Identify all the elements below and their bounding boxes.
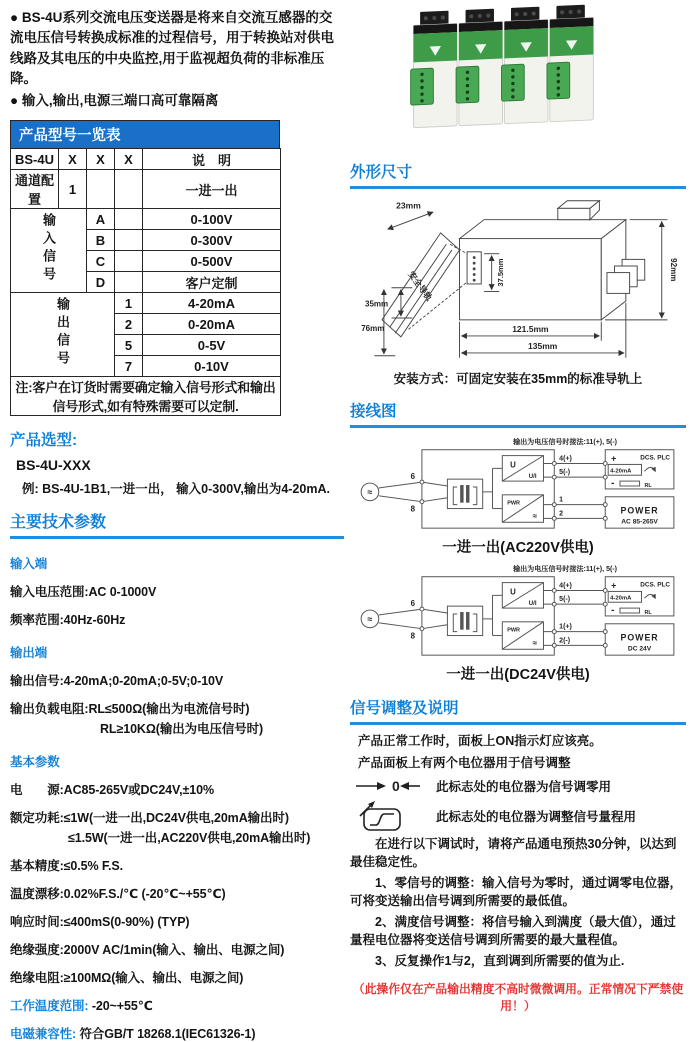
table-row: [11, 209, 281, 230]
dcs-minus: -: [611, 478, 615, 489]
dcs-minus: -: [611, 605, 615, 616]
adjust-heading: 信号调整及说明: [350, 700, 459, 717]
svg-text:0: 0: [392, 778, 400, 794]
intro-bullet-2: ● 输入,输出,电源三端口高可靠隔离: [10, 93, 219, 108]
adjust-p2: 产品面板上有两个电位器用于信号调整: [358, 755, 571, 770]
u-label: U: [510, 460, 516, 470]
out-plus-label: 4(+): [559, 455, 572, 463]
input-code: C: [87, 251, 115, 272]
spec-operating-temp: [10, 996, 344, 1014]
adjust-step2: 2、满度信号调整：将信号输入到满度（最大值），通过量程电位器将变送信号调到所需要的最大量程值。: [350, 915, 676, 947]
loop-label: 4-20mA: [610, 468, 632, 475]
wiring-rule: [350, 425, 686, 428]
adjust-step1: 1、零信号的调整：输入信号为零时，通过调零电位器，可将变送输出信号调到所需要的最低值。: [350, 876, 682, 908]
spec-output-signal: 输出信号:4-20mA;0-20mA;0-5V;0-10V: [10, 674, 224, 689]
terminal-6: 6: [410, 472, 416, 482]
rl-label: RL: [644, 482, 652, 489]
adjust-warning: （此操作仅在产品输出精度不高时微微调用。正常情况下严禁使用！）: [352, 981, 684, 1013]
spec-voltage-range: 输入电压范围:AC 0-1000V: [10, 585, 157, 600]
model-table-title: 产品型号一览表: [10, 120, 280, 148]
zero-adjust-icon: [356, 777, 420, 795]
col-x2: X: [87, 149, 115, 170]
col-model: BS-4U: [11, 149, 59, 170]
right-column: [350, 4, 686, 1014]
col-x3: X: [115, 149, 143, 170]
out-minus-label: 5(-): [559, 596, 571, 604]
spec-load-res-1: 输出负载电阻:RL≤500Ω(输出为电流信号时): [10, 702, 250, 717]
wiring-heading: 接线图: [350, 403, 397, 420]
zero-adjust-row: [350, 777, 686, 795]
input-desc: 客户定制: [143, 272, 281, 293]
mount-note: 安装方式：可固定安装在35mm的标准导轨上: [393, 372, 643, 386]
output-code: 7: [115, 356, 143, 377]
dim-121-5mm: 121.5mm: [512, 324, 549, 335]
spec-section-output: 输出端: [10, 646, 48, 661]
output-desc: 4-20mA: [143, 293, 281, 314]
table-note-row: [11, 377, 281, 416]
product-photo: [396, 6, 626, 148]
output-group-label: 输出信号: [11, 293, 115, 377]
spec-temp-drift: 温度漂移:0.02%F.S./℃ (-20℃~+55℃): [10, 887, 226, 902]
terminal-8: 8: [410, 504, 416, 514]
power-title: POWER: [620, 632, 659, 643]
voltage-note: 输出为电压信号时接法:11(+), 5(-): [513, 565, 618, 573]
spec-load-res-2: RL≥10KΩ(输出为电压信号时): [100, 722, 264, 737]
pwr-line2-label: 2(-): [559, 637, 571, 645]
power-title: POWER: [620, 505, 659, 516]
spec-operating-temp-label: 工作温度范围:: [10, 999, 89, 1014]
dimensions-heading: 外形尺寸: [350, 164, 413, 181]
power-sub: AC 85-265V: [621, 518, 658, 526]
ac-source-icon: ≈: [367, 613, 373, 624]
pwr-line2-label: 2: [559, 510, 564, 518]
power-sub: DC 24V: [627, 645, 652, 653]
spec-rated-power-1: 额定功耗:≤1W(一进一出,DC24V供电,20mA输出时): [10, 811, 289, 826]
product-model-table: [10, 148, 281, 416]
input-desc: 0-100V: [143, 209, 281, 230]
col-desc: 说 明: [143, 149, 281, 170]
ui-label: U/I: [528, 601, 537, 608]
input-desc: 0-300V: [143, 230, 281, 251]
span-adjust-icon: [356, 800, 420, 832]
left-column: [10, 8, 344, 1042]
pwr-line1-label: 1: [559, 496, 564, 504]
zero-adjust-label: 此标志处的电位器为信号调零用: [436, 780, 612, 794]
output-desc: 0-5V: [143, 335, 281, 356]
dcs-plus: +: [611, 580, 617, 591]
table-header-row: [11, 149, 281, 170]
spec-section-input: 输入端: [10, 557, 48, 572]
output-code: 5: [115, 335, 143, 356]
voltage-note: 输出为电压信号时接法:11(+), 5(-): [513, 438, 618, 446]
output-code: 1: [115, 293, 143, 314]
terminal-8: 8: [410, 631, 416, 641]
channel-label: 通道配置: [11, 170, 59, 209]
ac-source-icon: ≈: [367, 486, 373, 497]
dcs-plus: +: [611, 453, 617, 464]
out-plus-label: 4(+): [559, 582, 572, 590]
selection-model: BS-4U-XXX: [16, 457, 91, 474]
output-code: 2: [115, 314, 143, 335]
spec-accuracy: 基本精度:≤0.5% F.S.: [10, 859, 124, 874]
input-code: A: [87, 209, 115, 230]
wiring-diagram-dc: [350, 563, 685, 663]
spec-section-basic: 基本参数: [10, 755, 60, 770]
table-note: 注:客户在订货时需要确定输入信号形式和输出信号形式,如有特殊需要可以定制.: [11, 377, 281, 416]
adjust-p1: 产品正常工作时，面板上ON指示灯应该亮。: [358, 734, 602, 748]
terminal-6: 6: [410, 599, 416, 609]
adjust-rule: [350, 722, 686, 725]
ui-label: U/I: [528, 474, 537, 481]
pwr-label: PWR: [507, 500, 521, 507]
out-minus-label: 5(-): [559, 469, 571, 477]
intro-bullet-1: ● BS-4U系列交流电压变送器是将来自交流互感器的交流电压信号转换成标准的过程信号，用于转换站对供电线路及其电压的中央监控,用于监视超负荷的非标准压降。: [10, 10, 334, 86]
spec-response-time: 响应时间:≤400mS(0-90%) (TYP): [10, 915, 190, 930]
dim-76mm: 76mm: [361, 324, 385, 334]
input-desc: 0-500V: [143, 251, 281, 272]
adjust-step3: 3、反复操作1与2，直到调到所需要的值为止.: [375, 954, 625, 968]
selection-example: 例: BS-4U-1B1,一进一出， 输入0-300V,输出为4-20mA.: [22, 482, 330, 497]
span-adjust-row: [350, 800, 686, 832]
output-desc: 0-10V: [143, 356, 281, 377]
dim-135mm: 135mm: [528, 341, 558, 352]
channel-code: 1: [59, 170, 87, 209]
spec-insulation-res: 绝缘电阻:≥100MΩ(输入、输出、电源之间): [10, 971, 244, 986]
specs-heading: 主要技术参数: [10, 514, 107, 532]
acdc-label: ≈: [532, 511, 537, 521]
selection-heading: 产品选型:: [10, 432, 78, 450]
spec-freq-range: 频率范围:40Hz-60Hz: [10, 613, 126, 628]
input-code: D: [87, 272, 115, 293]
dim-35mm: 35mm: [365, 299, 389, 309]
dimension-drawing: [350, 197, 690, 369]
input-group-label: 输入信号: [11, 209, 87, 293]
adjust-p3: 在进行以下调试时，请将产品通电预热30分钟，以达到最佳稳定性。: [350, 837, 677, 869]
table-row: [11, 293, 281, 314]
rail-label: 安全导轨: [406, 269, 435, 303]
spec-operating-temp-value: -20~+55℃: [88, 999, 153, 1014]
col-x1: X: [59, 149, 87, 170]
rl-label: RL: [644, 609, 652, 616]
channel-row: [11, 170, 281, 209]
dim-23mm: 23mm: [396, 200, 421, 211]
channel-desc: 一进一出: [143, 170, 281, 209]
acdc-label: ≈: [532, 638, 537, 648]
pwr-label: PWR: [507, 627, 521, 634]
spec-rated-power-2: ≤1.5W(一进一出,AC220V供电,20mA输出时): [68, 831, 311, 846]
diagram-caption-ac: 一进一出(AC220V供电): [442, 540, 594, 556]
spec-emc-value: 符合GB/T 18268.1(IEC61326-1): [76, 1027, 256, 1042]
span-adjust-label: 此标志处的电位器为调整信号量程用: [436, 810, 637, 824]
spec-emc: [10, 1024, 344, 1042]
loop-label: 4-20mA: [610, 595, 632, 602]
wiring-diagram-ac: [350, 436, 685, 536]
u-label: U: [510, 587, 516, 597]
input-code: B: [87, 230, 115, 251]
dim-37-5mm: 37.5mm: [495, 258, 505, 287]
specs-rule: [10, 536, 344, 539]
dcs-plc-label: DCS. PLC: [640, 454, 670, 462]
dimensions-rule: [350, 186, 686, 189]
spec-emc-label: 电磁兼容性:: [10, 1027, 77, 1042]
spec-insulation-strength: 绝缘强度:2000V AC/1min(输入、输出、电源之间): [10, 943, 285, 958]
spec-power-supply: 电 源:AC85-265V或DC24V,±10%: [10, 783, 214, 798]
output-desc: 0-20mA: [143, 314, 281, 335]
pwr-line1-label: 1(+): [559, 623, 572, 631]
diagram-caption-dc: 一进一出(DC24V供电): [446, 667, 590, 683]
dim-92mm: 92mm: [669, 258, 679, 282]
dcs-plc-label: DCS. PLC: [640, 581, 670, 589]
